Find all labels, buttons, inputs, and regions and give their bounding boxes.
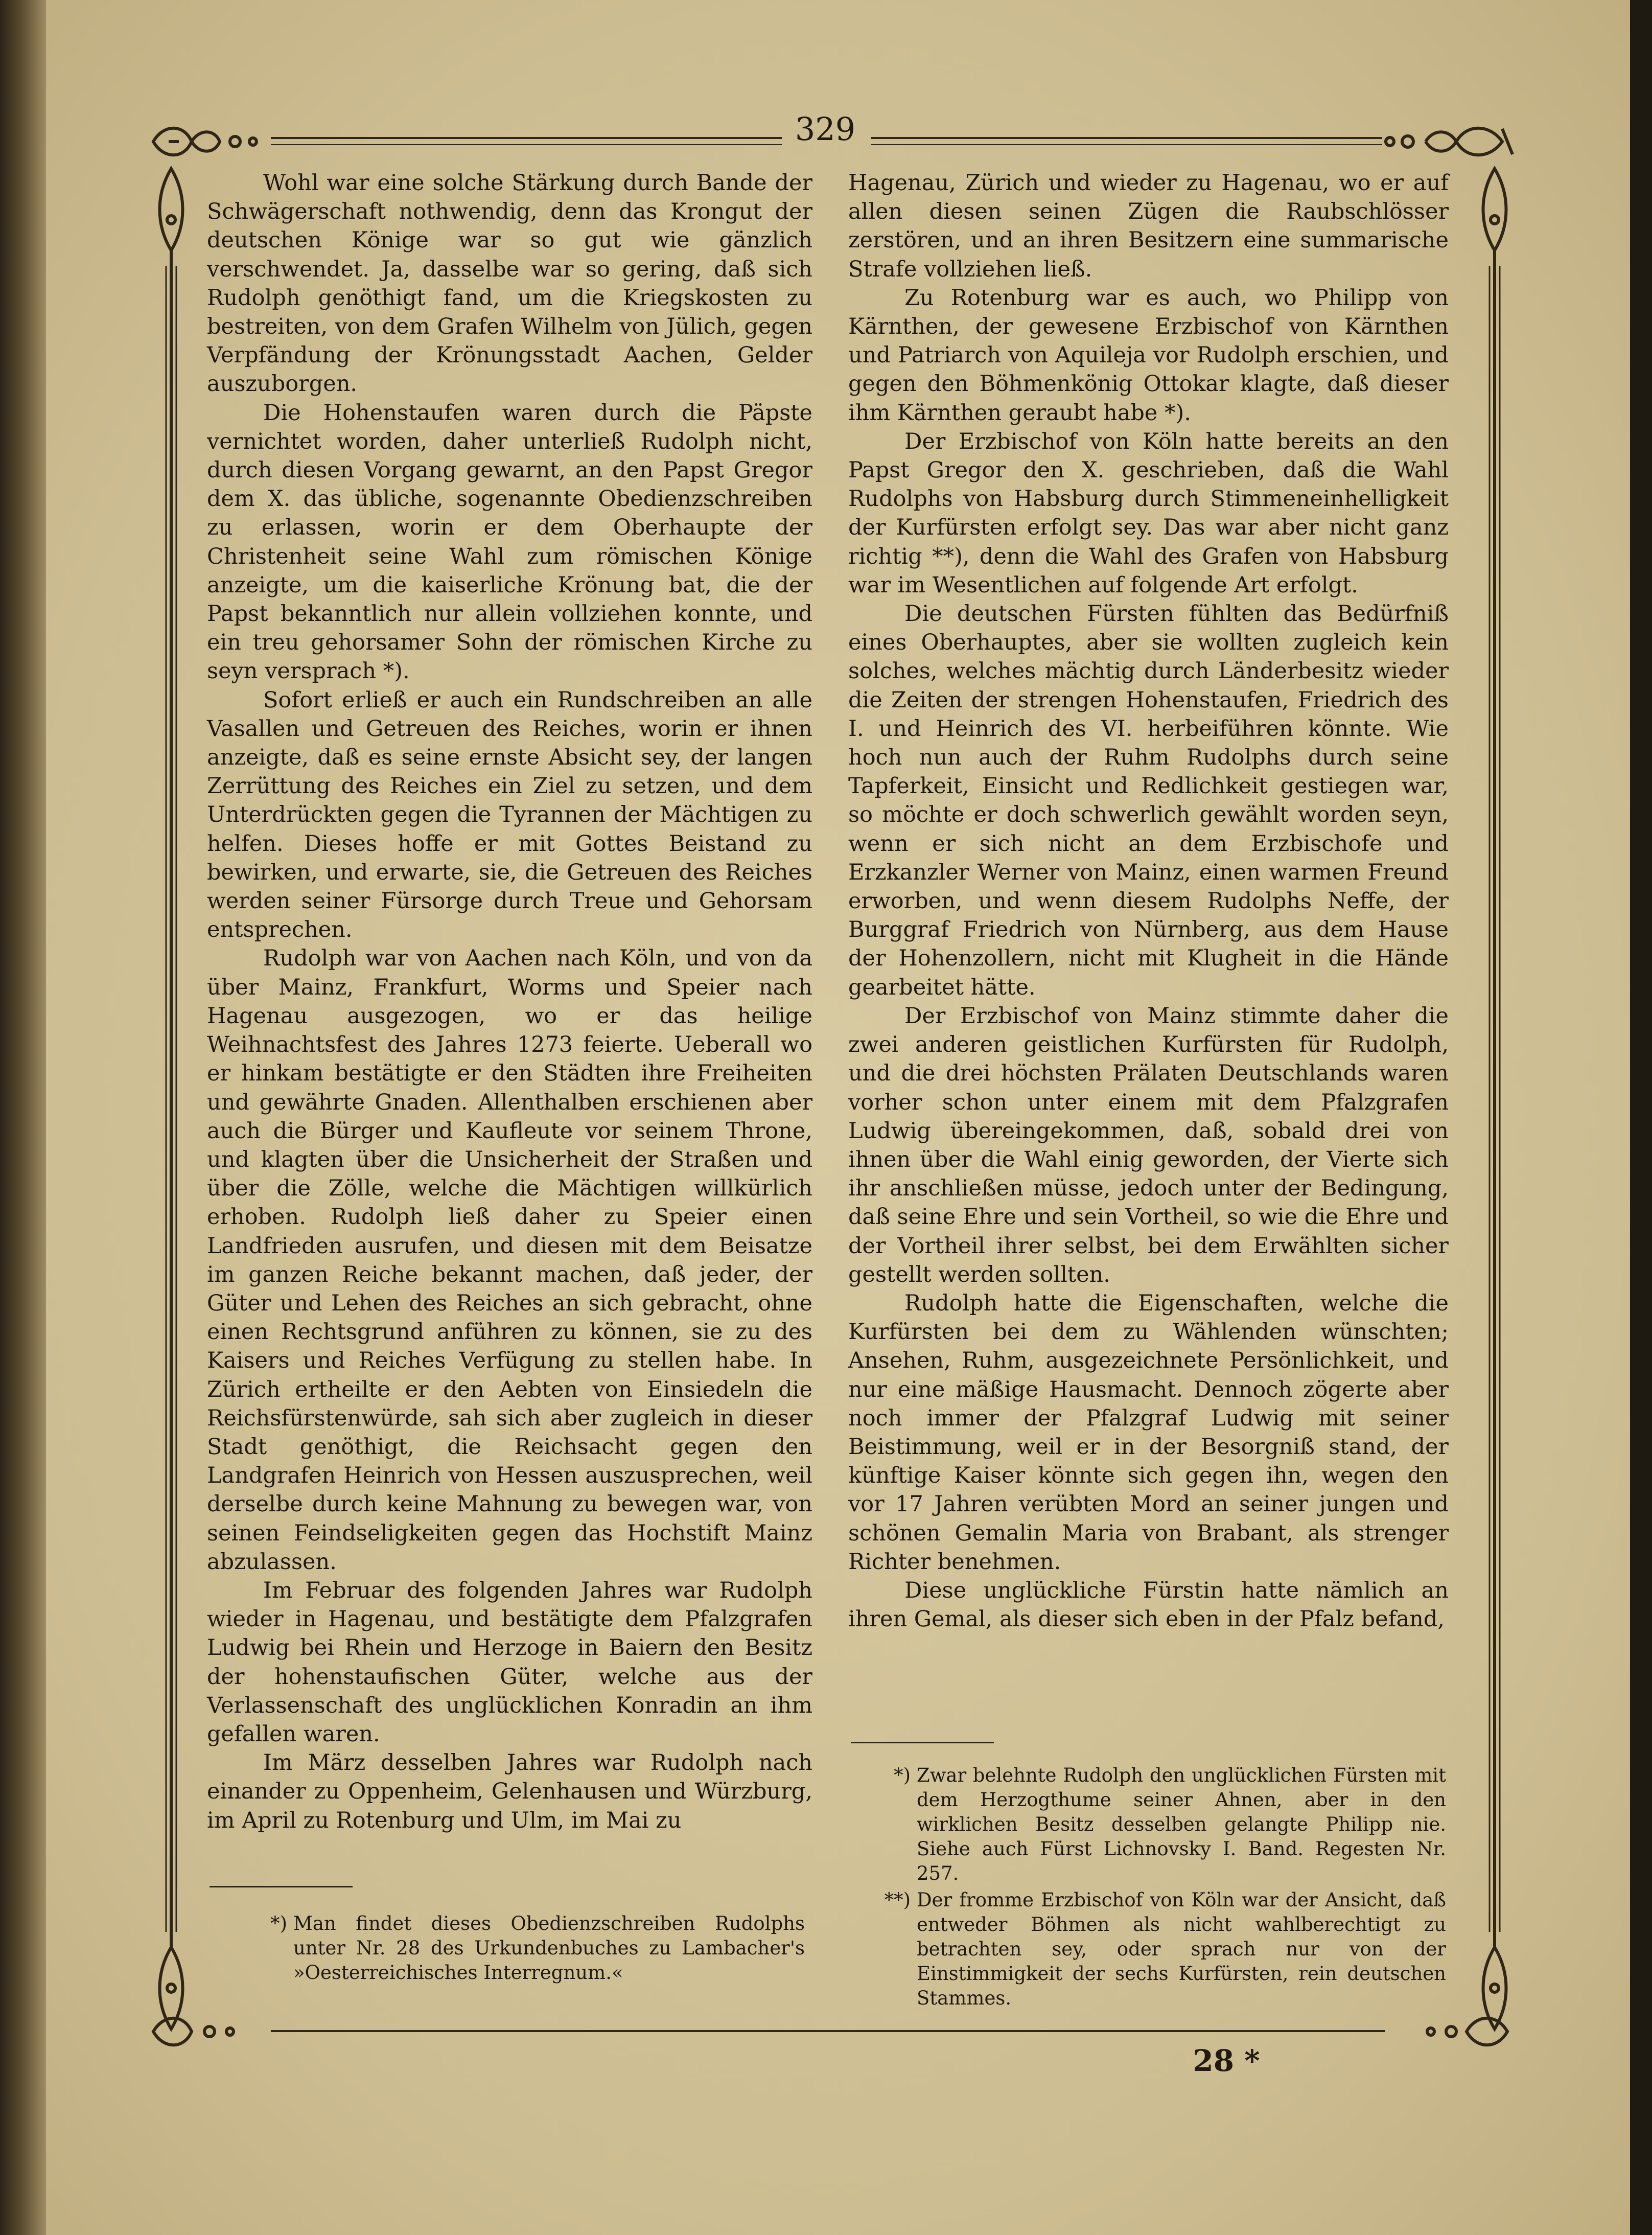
header-rule-left-2	[271, 144, 782, 145]
paragraph: Rudolph war von Aachen nach Köln, und von da über Mainz, Frankfurt, Worms und Speier nach Hagenau ausgezogen, wo er das heilige Weihnachtsfest des Jahres 1273 feierte. Ueberall wo er hinkam bestätigte er den Städten ihre Freiheiten und gewährte Gnaden. Allenthalben erschienen aber auch die Bürger und Kaufleute vor seinem Throne, und klagten über die Unsicherheit der Straßen und über die Zölle, welche die Mächtigen willkürlich erhoben. Rudolph ließ daher zu Speier einen Landfrieden ausrufen, und diesen mit dem Beisatze im ganzen Reiche bekannt machen, daß jeder, der Güter und Lehen des Reiches an sich gebracht, ohne einen Rechtsgrund anführen zu können, sie zu des Kaisers und Reiches Verfügung zu stellen habe. In Zürich ertheilte er den Aebten von Einsiedeln die Reichsfürstenwürde, sah sich aber zugleich in dieser Stadt genöthigt, die Reichsacht gegen den Landgrafen Heinrich von Hessen auszusprechen, weil derselbe durch keine Mahnung zu bewegen war, von seinen Feindseligkeiten gegen das Hochstift Mainz abzulassen.	[207, 946, 812, 1575]
paragraph: Die deutschen Fürsten fühlten das Bedürfniß eines Oberhauptes, aber sie wollten zugleich kein solches, welches mächtig durch Länderbesitz wieder die Zeiten der strengen Hohenstaufen, Friedrich des I. und Heinrich des VI. herbeiführen könnte. Wie hoch nun auch der Ruhm Rudolphs durch seine Tapferkeit, Einsicht und Redlichkeit gestiegen war, so möchte er doch schwerlich gewählt worden seyn, wenn er sich nicht an dem Erzbischofe und Erzkanzler Werner von Mainz, einen warmen Freund erworben, und wenn diesem Rudolphs Neffe, der Burggraf Friedrich von Nürnberg, aus dem Hause der Hohenzollern, nicht mit Klugheit in die Hände gearbeitet hätte.	[848, 601, 1449, 1000]
paragraph: Im März desselben Jahres war Rudolph nach einander zu Oppenheim, Gelenhausen und Würzburg, im April zu Rotenburg und Ulm, im Mai zu	[207, 1750, 812, 1833]
right-border-ornament-icon	[1472, 164, 1518, 2034]
paragraph: Sofort erließ er auch ein Rundschreiben an alle Vasallen und Getreuen des Reiches, worin er ihnen anzeigte, daß es seine ernste Absicht sey, der langen Zerrüttung des Reiches ein Ziel zu setzen, und dem Unterdrückten gegen die Tyrannen der Mächtigen zu helfen. Dieses hoffe er mit Gottes Beistand zu bewirken, und erwarte, sie, die Getreuen des Reiches werden seiner Fürsorge durch Treue und Gehorsam entsprechen.	[207, 687, 812, 943]
footnote	[864, 1763, 1446, 1886]
paragraph: Die Hohenstaufen waren durch die Päpste vernichtet worden, daher unterließ Rudolph nicht, durch diesen Vorgang gewarnt, an den Papst Gregor dem X. das übliche, sogenannte Obedienzschreiben zu erlassen, worin er dem Oberhaupte der Christenheit seine Wahl zum römischen Könige anzeigte, um die kaiserliche Krönung bat, die der Papst bekanntlich nur allein vollziehen konnte, und ein treu gehorsamer Sohn der römischen Kirche zu seyn versprach *).	[207, 400, 812, 684]
signature-mark: 28 *	[1193, 2043, 1260, 2078]
paragraph: Der Erzbischof von Mainz stimmte daher die zwei anderen geistlichen Kurfürsten für Rudolph, und die drei höchsten Prälaten Deutschlands waren vorher schon unter einem mit dem Pfalzgrafen Ludwig übereingekommen, daß, sobald drei von ihnen über die Wahl einig geworden, der Vierte sich ihr anschließen müsse, jedoch unter der Bedingung, daß seine Ehre und sein Vortheil, so wie die Ehre und der Vortheil ihrer selbst, bei dem Erwählten sicher gestellt werden sollten.	[848, 1003, 1449, 1287]
footnote-rule-left	[210, 1886, 353, 1887]
paragraph: Der Erzbischof von Köln hatte bereits an den Papst Gregor den X. geschrieben, daß die Wahl Rudolphs von Habsburg durch Stimmeneinhelligkeit der Kurfürsten erfolgt sey. Das war aber nicht ganz richtig **), denn die Wahl des Grafen von Habsburg war im Wesentlichen auf folgende Art erfolgt.	[848, 428, 1449, 598]
bottom-right-ornament-icon	[1380, 2009, 1518, 2055]
paragraph: Im Februar des folgenden Jahres war Rudolph wieder in Hagenau, und bestätigte dem Pfalzgrafen Ludwig bei Rhein und Herzoge in Baiern den Besitz der hohenstaufischen Güter, welche aus der Verlassenschaft des unglücklichen Konradin an ihm gefallen waren.	[207, 1577, 812, 1747]
top-left-ornament-icon	[148, 119, 276, 165]
footnote-mark: *)	[894, 1764, 911, 1786]
paragraph: Hagenau, Zürich und wieder zu Hagenau, wo er auf allen diesen seinen Zügen die Raubschlösser zerstören, und an ihren Besitzern eine summarische Strafe vollziehen ließ.	[848, 170, 1449, 282]
footnote	[240, 1911, 805, 1985]
header-rule-left	[271, 137, 782, 139]
footnotes-left	[240, 1911, 805, 1987]
right-column	[848, 169, 1449, 1633]
top-right-ornament-icon	[1380, 119, 1518, 165]
paragraph: Rudolph hatte die Eigenschaften, welche die Kurfürsten bei dem zu Wählenden wünschten; Ansehen, Ruhm, ausgezeichnete Persönlichkeit, und nur eine mäßige Hausmacht. Dennoch zögerte aber noch immer der Pfalzgraf Ludwig mit seiner Beistimmung, weil er in der Besorgniß stand, der künftige Kaiser könnte sich gegen ihn, wegen den vor 17 Jahren verübten Mord an seiner jungen und schönen Gemalin Maria von Brabant, als strenger Richter benehmen.	[848, 1290, 1449, 1575]
header-rule-right	[871, 137, 1382, 139]
book-binding	[0, 0, 46, 2235]
footnote	[864, 1888, 1446, 2011]
left-column	[207, 169, 812, 1835]
paragraph: Diese unglückliche Fürstin hatte nämlich an ihren Gemal, als dieser sich eben in der Pfalz befand,	[848, 1577, 1449, 1632]
footnote-text: Der fromme Erzbischof von Köln war der Ansicht, daß entweder Böhmen als nicht wahlberechtigt zu betrachten sey, oder sprach nur von der Einstimmigkeit der sechs Kurfürsten, rein deutschen Stammes.	[917, 1889, 1446, 2009]
footnote-mark: **)	[884, 1889, 911, 1911]
footnotes-right	[864, 1763, 1446, 2013]
left-border-ornament-icon	[148, 164, 194, 2034]
footnote-text: Man findet dieses Obedienzschreiben Rudolphs unter Nr. 28 des Urkundenbuches zu Lambacher's »Oesterreichisches Interregnum.«	[293, 1913, 805, 1984]
page-number: 329	[795, 110, 856, 148]
header-rule-right-2	[871, 144, 1382, 145]
paragraph: Zu Rotenburg war es auch, wo Philipp von Kärnthen, der gewesene Erzbischof von Kärnthen und Patriarch von Aquileja vor Rudolph erschien, und gegen den Böhmenkönig Ottokar klagte, daß dieser ihm Kärnthen geraubt habe *).	[848, 285, 1449, 426]
footer-rule	[271, 2030, 1385, 2032]
footnote-text: Zwar belehnte Rudolph den unglücklichen Fürsten mit dem Herzogthume seiner Ahnen, aber in den wirklichen Besitz desselben gelangte Philipp nie. Siehe auch Fürst Lichnovsky I. Band. Regesten Nr. 257.	[917, 1764, 1446, 1884]
bottom-left-ornament-icon	[148, 2009, 276, 2055]
footnote-mark: *)	[270, 1913, 287, 1934]
paragraph: Wohl war eine solche Stärkung durch Bande der Schwägerschaft nothwendig, denn das Krongut der deutschen Könige war so gut wie gänzlich verschwendet. Ja, dasselbe war so gering, daß sich Rudolph genöthigt fand, um die Kriegskosten zu bestreiten, von dem Grafen Wilhelm von Jülich, gegen Verpfändung der Krönungsstadt Aachen, Gelder auszuborgen.	[207, 170, 812, 397]
footnote-rule-right	[851, 1742, 994, 1743]
page-edge	[1630, 0, 1652, 2235]
